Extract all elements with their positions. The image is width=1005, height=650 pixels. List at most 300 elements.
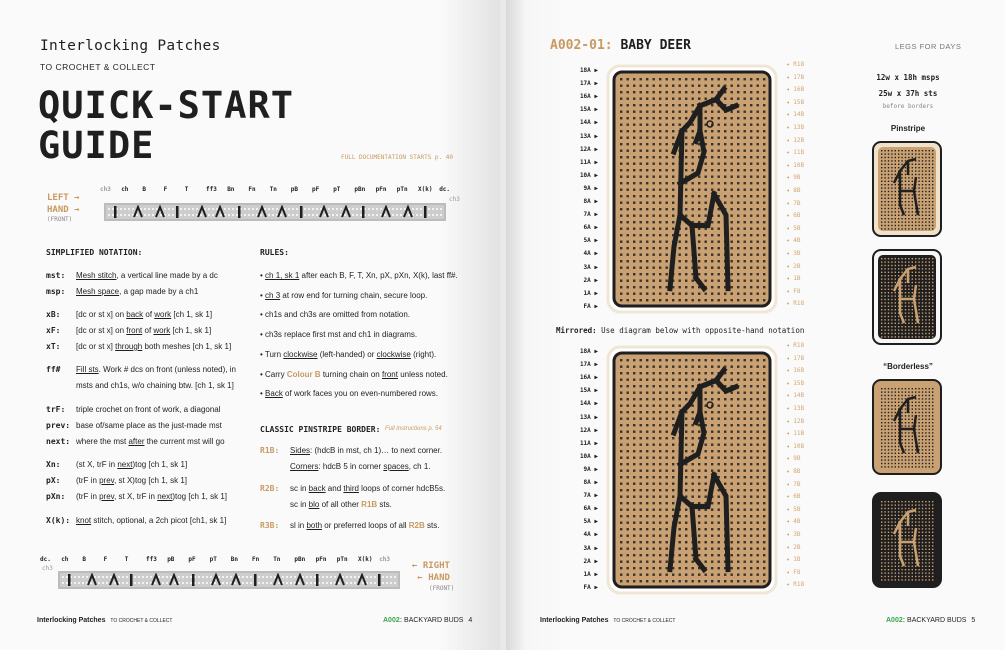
notation-part: knot [76, 516, 92, 525]
stitch-label: F [163, 186, 168, 193]
row-label-a: 5A ▶ [583, 237, 598, 245]
border-part: sts. [424, 521, 440, 530]
notation-part: base of/same place as the just-made mst [76, 421, 222, 430]
rule-part: Carry [265, 369, 287, 379]
border-part: , ch 1. [408, 462, 431, 471]
border-round-line [290, 484, 445, 493]
stitch-label: pB [290, 186, 299, 193]
stitch-label: pFn [315, 556, 327, 563]
row-label-b: ◂ 17B [786, 73, 805, 81]
notation-part: triple crochet on front of work, a diagonal [76, 405, 221, 414]
notation-key: X(k): [46, 516, 71, 525]
row-label-a: FA ▶ [583, 302, 598, 310]
left-footer-name: BACKYARD BUDS [404, 617, 464, 624]
stitch-label: B [82, 556, 87, 563]
notation-part: prev [99, 476, 115, 485]
row-label-a: 15A ▶ [579, 106, 598, 114]
left-front-label: (FRONT) [47, 216, 73, 223]
row-label-b: ◂ 9B [786, 455, 801, 463]
right-hand-label: ← RIGHT ← HAND [412, 561, 450, 583]
rule-bullet: • [260, 310, 266, 320]
notation-part: prev [99, 492, 115, 501]
row-label-a: 16A ▶ [579, 93, 598, 101]
stitch-label: pFn [375, 186, 387, 193]
rule-bullet: • [260, 389, 266, 399]
row-label-a: 18A ▶ [579, 348, 598, 355]
notation-part: [ch 1, sk 1] [171, 310, 213, 319]
stitch-label: T [184, 186, 189, 193]
pattern-name: BABY DEER [620, 38, 691, 53]
stitch-symbol [300, 206, 303, 218]
heading-line-2: GUIDE [38, 124, 155, 167]
row-label-b: ◂ R18 [786, 300, 805, 308]
rule-part: turning chain on [320, 369, 382, 379]
notation-key: next: [46, 437, 71, 446]
strip-top-end-label: ch3 [449, 196, 460, 203]
stitch-strip-top [104, 203, 446, 221]
row-label-a: 6A ▶ [583, 224, 598, 232]
row-label-a: 7A ▶ [583, 492, 598, 500]
right-footer-subtitle: TO CROCHET & COLLECT [613, 618, 676, 624]
row-label-a: 12A ▶ [579, 145, 598, 153]
rule-item [260, 291, 490, 301]
border-title: CLASSIC PINSTRIPE BORDER: [260, 425, 381, 434]
row-label-b: ◂ 13B [786, 124, 805, 131]
left-footer-subtitle: TO CROCHET & COLLECT [110, 618, 173, 624]
row-label-b: ◂ 9B [786, 174, 801, 182]
left-footer-book [37, 617, 172, 624]
right-footer-name: BACKYARD BUDS [907, 617, 967, 624]
row-label-b: ◂ 11B [786, 430, 805, 438]
left-page-number: 4 [468, 617, 473, 624]
notation-definition [76, 405, 266, 415]
book-title: Interlocking Patches [40, 38, 221, 54]
border-part: : (hdcB in mst, ch 1)… to next corner. [310, 446, 443, 455]
row-label-b: ◂ 6B [786, 493, 801, 501]
heading-line-1: QUICK-START [38, 84, 295, 127]
stitch-label: dc. [439, 186, 451, 193]
strip-bottom-start-label: ch3 [42, 565, 53, 572]
border-part: loops of corner hdcB5s. [358, 484, 446, 493]
row-label-a: 1A ▶ [583, 289, 598, 297]
mirrored-text: Use diagram below with opposite-hand notation [596, 326, 805, 335]
row-label-b: ◂ 12B [786, 417, 805, 425]
stitch-label: ff3 [206, 186, 217, 193]
notation-definition [76, 421, 266, 431]
stitch-symbol [68, 574, 71, 586]
row-label-b: ◂ 11B [786, 149, 805, 157]
border-part: Corners [290, 462, 319, 471]
row-label-a: 2A ▶ [583, 557, 598, 565]
stitch-label: B [142, 186, 147, 193]
stitch-label: T [124, 556, 129, 563]
stitch-label: Tn [269, 186, 277, 193]
notation-definition [76, 492, 266, 502]
notation-title: SIMPLIFIED NOTATION: [46, 248, 143, 257]
stitch-symbol [362, 206, 365, 218]
row-label-a: 7A ▶ [583, 211, 598, 219]
notation-definition [76, 310, 266, 320]
border-part: sl in [290, 521, 307, 530]
border-part: and [325, 484, 344, 493]
stitch-strip-bottom [58, 571, 400, 589]
border-reference: Full instructions p. 54 [385, 426, 442, 432]
notation-part: work [153, 326, 171, 335]
border-part: R1B [361, 500, 378, 509]
rule-item [260, 389, 490, 399]
notation-key: xF: [46, 326, 61, 335]
row-label-a: 17A ▶ [579, 80, 598, 88]
rule-part: Back [265, 389, 283, 399]
stitch-symbol [192, 574, 195, 586]
row-label-b: ◂ 10B [786, 161, 805, 169]
border-part: or preferred loops of all [322, 521, 409, 530]
notation-definition [76, 271, 266, 281]
rule-bullet: • [260, 330, 266, 340]
mirrored-note [556, 326, 804, 335]
left-footer-title: Interlocking Patches [37, 617, 106, 624]
stitch-label: pTn [396, 186, 408, 193]
border-part: third [343, 484, 359, 493]
page-heading [38, 86, 294, 166]
notation-part: , st X)tog [ch 1, sk 1] [114, 476, 187, 485]
border-round-line [290, 462, 431, 471]
stitch-symbol [254, 574, 257, 586]
row-label-a: FA ▶ [583, 583, 598, 591]
notation-part: [dc or st x] on [76, 326, 127, 335]
row-label-b: ◂ 16B [786, 86, 805, 94]
right-page [506, 0, 1005, 650]
stitch-label: ch [121, 186, 129, 193]
row-label-a: 12A ▶ [579, 426, 598, 434]
notation-part: (st X, trF in [76, 460, 118, 469]
row-label-b: ◂ 4B [786, 518, 801, 526]
rule-bullet: • [260, 290, 266, 300]
pinstripe-label: Pinstripe [890, 124, 926, 133]
notation-key: ff# [46, 365, 61, 374]
notation-key: msp: [46, 287, 66, 296]
row-label-a: 2A ▶ [583, 276, 598, 284]
rule-item [260, 271, 490, 281]
notation-part: work [154, 310, 172, 319]
stitch-label: Fn [248, 186, 256, 193]
stitch-label: ch [61, 556, 69, 563]
row-label-b: ◂ 13B [786, 405, 805, 412]
row-label-a: 16A ▶ [579, 374, 598, 382]
notation-definition [76, 326, 266, 336]
notation-part: front [126, 326, 143, 335]
row-label-a: 4A ▶ [583, 531, 598, 539]
notation-definition [76, 516, 266, 526]
row-label-b: ◂ R18 [786, 61, 805, 68]
notation-part: . Work # dcs on front (unless noted), in [98, 365, 236, 374]
before-borders-note: before borders [882, 103, 934, 110]
rule-part: ch 1, sk 1 [265, 271, 300, 280]
rule-part: unless noted. [397, 369, 448, 379]
row-label-b: ◂ R18 [786, 342, 805, 349]
row-label-a: 18A ▶ [579, 67, 598, 74]
right-footer-code: A002: [886, 617, 906, 624]
stitch-label: pBn [294, 556, 306, 563]
right-front-label: (FRONT) [429, 585, 455, 592]
row-label-b: ◂ 1B [786, 275, 801, 283]
rule-bullet: • [260, 369, 266, 379]
rule-part: clockwise [376, 349, 411, 359]
row-label-a: 11A ▶ [579, 158, 598, 166]
row-label-b: ◂ 12B [786, 136, 805, 144]
rules-title: RULES: [260, 248, 289, 257]
row-label-b: ◂ 7B [786, 480, 801, 488]
stitch-strip-top-labels [100, 186, 465, 196]
stitch-label: pF [188, 556, 196, 563]
row-label-b: ◂ 16B [786, 367, 805, 375]
notation-definition [76, 476, 266, 486]
notation-part: next [157, 492, 173, 501]
rule-bullet: • [260, 349, 265, 359]
row-label-a: 8A ▶ [583, 198, 598, 205]
stitch-strip-bottom-graphic [60, 573, 398, 587]
row-label-b: ◂ 5B [786, 224, 801, 232]
dimension-sts: 25w x 37h sts [878, 89, 938, 98]
row-label-b: ◂ 8B [786, 468, 801, 475]
row-label-b: ◂ 14B [786, 111, 805, 119]
border-part: sts. [377, 500, 392, 509]
rule-part: Colour B [286, 369, 321, 379]
border-part: Sides [290, 446, 311, 455]
stitch-label: Bn [227, 186, 235, 193]
border-part: sc in [290, 484, 309, 493]
rule-item [260, 330, 490, 340]
notation-key: pXn: [46, 492, 66, 501]
notation-part: , a vertical line made by a dc [116, 271, 218, 280]
notation-part: Mesh stitch [76, 271, 117, 280]
row-label-a: 14A ▶ [579, 119, 598, 127]
rule-part: front [381, 369, 398, 379]
notation-key: trF: [46, 405, 66, 414]
row-label-a: 11A ▶ [579, 439, 598, 447]
deer-chart [606, 64, 778, 314]
rule-item [260, 370, 490, 380]
right-footer-title: Interlocking Patches [540, 617, 609, 624]
border-round-key: R1B: [260, 446, 280, 455]
notation-part: of [143, 310, 155, 319]
notation-part: after [128, 437, 145, 446]
thumbnail-pinstripe-dark [872, 249, 942, 345]
notation-definition [76, 365, 266, 375]
stitch-label: ff3 [146, 556, 157, 563]
row-label-b: ◂ 8B [786, 187, 801, 194]
row-label-b: ◂ 2B [786, 543, 801, 551]
notation-part: where the mst [76, 437, 129, 446]
stitch-label: ch3 [379, 556, 391, 563]
notation-part: [ch 1, sk 1] [170, 326, 212, 335]
row-label-a: 3A ▶ [583, 544, 598, 552]
right-page-number: 5 [971, 617, 976, 624]
rule-part: at row end for turning chain, secure loop. [280, 290, 428, 300]
notation-definition [76, 342, 266, 352]
border-part: : hdcB 5 in corner [318, 462, 384, 471]
row-label-b: ◂ 3B [786, 531, 801, 538]
borderless-label: “Borderless” [883, 362, 933, 371]
row-label-b: ◂ 14B [786, 392, 805, 400]
thumbnail-borderless-dark [872, 492, 942, 588]
notation-definition [76, 460, 266, 470]
row-label-b: ◂ 5B [786, 505, 801, 513]
notation-definition [76, 437, 266, 447]
stitch-label: pT [333, 186, 341, 193]
dimension-info [868, 70, 948, 102]
row-label-b: ◂ 6B [786, 212, 801, 220]
row-label-a: 14A ▶ [579, 400, 598, 408]
border-part: sc in [290, 500, 309, 509]
left-hand-label: LEFT → HAND → [47, 193, 80, 215]
notation-part: )tog [ch 1, sk 1] [172, 492, 228, 501]
notation-part: both meshes [ch 1, sk 1] [142, 342, 232, 351]
notation-part: , st X, trF in [114, 492, 158, 501]
row-label-a: 17A ▶ [579, 361, 598, 369]
stitch-label: pBn [354, 186, 366, 193]
stitch-label: ch3 [100, 186, 111, 193]
row-label-a: 4A ▶ [583, 250, 598, 258]
row-label-b: ◂ 15B [786, 379, 805, 387]
row-label-a: 9A ▶ [583, 465, 598, 473]
notation-key: xT: [46, 342, 61, 351]
stitch-symbol [130, 574, 133, 586]
notation-key: pX: [46, 476, 61, 485]
row-label-b: ◂ 10B [786, 442, 805, 450]
notation-part: stitch, optional, a 2ch picot [ch1, sk 1] [91, 516, 227, 525]
left-footer-code: A002: [383, 617, 403, 624]
mirrored-label: Mirrored: [556, 326, 597, 335]
stitch-label: X(k) [358, 556, 373, 563]
row-label-a: 10A ▶ [579, 452, 598, 460]
border-part: spaces [383, 462, 409, 471]
row-label-b: ◂ 2B [786, 262, 801, 270]
pattern-code: A002-01: [550, 38, 613, 53]
border-part: of all other [319, 500, 362, 509]
border-round-line [290, 521, 439, 530]
row-label-a: 6A ▶ [583, 505, 598, 513]
border-part: both [306, 521, 323, 530]
row-label-b: ◂ 7B [786, 199, 801, 207]
row-label-b: ◂ 17B [786, 354, 805, 362]
border-round-key: R3B: [260, 521, 280, 530]
row-label-a: 9A ▶ [583, 184, 598, 192]
right-hand-word-2: HAND [428, 573, 450, 583]
notation-definition [76, 381, 266, 391]
notation-part: the current mst will go [144, 437, 225, 446]
row-label-a: 13A ▶ [579, 132, 598, 140]
notation-key: xB: [46, 310, 61, 319]
stitch-label: pTn [336, 556, 348, 563]
rule-item [260, 350, 490, 360]
rule-part: (left-handed) or [317, 349, 377, 359]
stitch-label: pB [167, 556, 175, 563]
book-subtitle: TO CROCHET & COLLECT [40, 62, 156, 72]
row-label-a: 13A ▶ [579, 413, 598, 421]
thumbnail-pinstripe-tan [872, 141, 942, 237]
notation-part: msts and ch1s, w/o chaining btw. [ch 1, sk 1] [76, 381, 234, 390]
row-label-b: ◂ 15B [786, 98, 805, 106]
thumbnail-borderless-tan [872, 379, 942, 475]
notation-part: back [126, 310, 144, 319]
stitch-strip-top-graphic [106, 205, 444, 219]
rule-item [260, 310, 490, 320]
row-label-a: 10A ▶ [579, 171, 598, 179]
documentation-reference: FULL DOCUMENTATION STARTS p. 40 [341, 154, 453, 161]
rule-part: ch3s replace first mst and ch1 in diagrams. [265, 330, 418, 340]
border-round-key: R2B: [260, 484, 280, 493]
right-footer-chapter [886, 617, 975, 624]
row-label-b: ◂ F8 [786, 287, 801, 295]
stitch-symbol [238, 206, 241, 218]
rule-part: Turn [264, 349, 284, 359]
row-label-b: ◂ 1B [786, 556, 801, 564]
rule-part: ch 3 [265, 290, 281, 300]
notation-part: (trF in [76, 476, 100, 485]
stitch-symbol [316, 574, 319, 586]
left-footer-chapter [383, 617, 472, 624]
row-label-b: ◂ R18 [786, 581, 805, 589]
pattern-title [550, 38, 691, 53]
row-label-b: ◂ F8 [786, 568, 801, 576]
notation-part: Fill sts [76, 365, 99, 374]
stitch-label: F [103, 556, 108, 563]
rule-part: of work faces you on even-numbered rows. [282, 389, 439, 399]
stitch-label: pF [312, 186, 320, 193]
row-label-b: ◂ 4B [786, 237, 801, 245]
notation-part: Mesh space [76, 287, 120, 296]
notation-part: next [117, 460, 133, 469]
notation-part: [dc or st x] [76, 342, 116, 351]
left-hand-word-2: HAND [47, 205, 69, 215]
notation-key: prev: [46, 421, 71, 430]
right-hand-word: RIGHT [422, 561, 450, 571]
rule-part: ch1s and ch3s are omitted from notation. [265, 310, 410, 320]
stitch-label: pT [209, 556, 217, 563]
stitch-symbol [114, 206, 117, 218]
border-round-line [290, 500, 392, 509]
stitch-label: X(k) [418, 186, 433, 193]
border-part: R2B [408, 521, 425, 530]
row-label-a: 15A ▶ [579, 387, 598, 395]
stitch-symbol [176, 206, 179, 218]
notation-part: [dc or st x] on [76, 310, 127, 319]
rule-part: clockwise [283, 349, 318, 359]
notation-part: (trF in [76, 492, 100, 501]
stitch-strip-bottom-labels [40, 556, 405, 566]
notation-part: , a gap made by a ch1 [119, 287, 199, 296]
left-hand-word: LEFT [47, 193, 69, 203]
border-part: blo [308, 500, 320, 509]
stitch-label: Fn [252, 556, 260, 563]
notation-part: )tog [ch 1, sk 1] [132, 460, 188, 469]
notation-key: mst: [46, 271, 66, 280]
right-footer-book [540, 617, 675, 624]
row-label-a: 8A ▶ [583, 479, 598, 486]
rule-part: (right). [410, 349, 437, 359]
rule-part: after each B, F, T, Xn, pX, pXn, X(k), last ff#. [299, 271, 458, 280]
deer-chart-mirrored [606, 345, 778, 595]
rule-bullet: • [260, 271, 266, 280]
notation-definition [76, 287, 266, 297]
row-label-a: 5A ▶ [583, 518, 598, 526]
notation-part: of [142, 326, 154, 335]
stitch-label: Bn [230, 556, 239, 563]
stitch-label: dc. [40, 556, 51, 563]
row-label-a: 3A ▶ [583, 263, 598, 271]
border-part: back [308, 484, 326, 493]
